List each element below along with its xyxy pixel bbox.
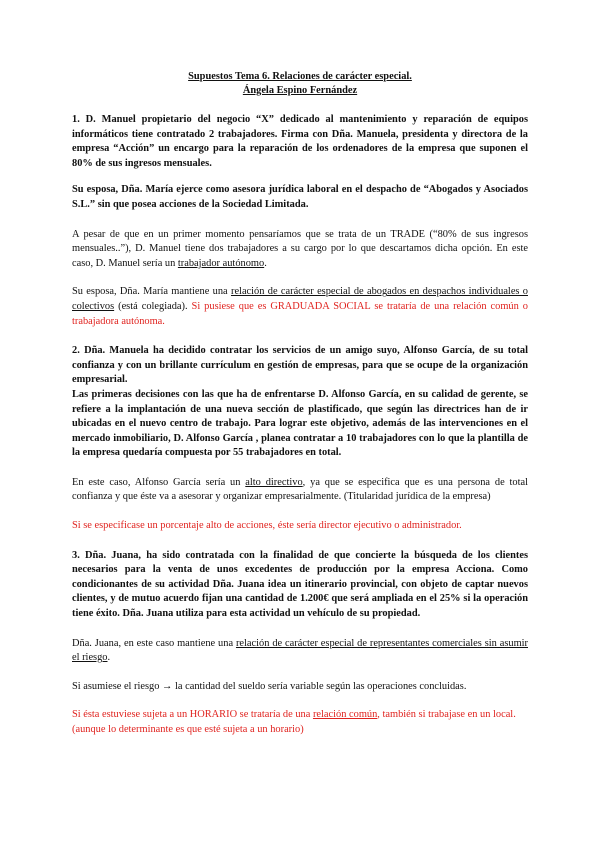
case1-answer-maria: Su esposa, Dña. María mantiene una relación de carácter especial de abogados en despachos individuales o colectivos (está colegiada). Si pusiese que es GRADUADA SOCIAL se trataría de una relación común o trabajadora autónoma. xyxy=(72,286,528,327)
highlight-alto-directivo: alto directivo xyxy=(245,476,303,488)
case2-statement: 2. Dña. Manuela ha decidido contratar los servicios de un amigo suyo, Alfonso García, de su total confianza y con un brillante currículum en gestión de empresas, para que se ocupe de la organización empresarial. xyxy=(72,345,528,386)
document-author: Ángela Espino Fernández xyxy=(242,85,358,96)
case3-note-red: Si ésta estuviese sujeta a un HORARIO se trataría de una relación común, también si trabajase en un local. (aunque lo determinante es que esté sujeta a un horario) xyxy=(72,709,516,735)
highlight-relacion-abogados: relación de carácter especial de abogados en despachos individuales o colectivos xyxy=(72,286,528,312)
case1-statement-spouse: Su esposa, Dña. María ejerce como asesora jurídica laboral en el despacho de “Abogados y Asociados S.L.” sin que posea acciones de la Sociedad Limitada. xyxy=(72,184,528,210)
case3-statement: 3. Dña. Juana, ha sido contratada con la finalidad de que concierte la búsqueda de los clientes necesarios para la venta de unos excedentes de producción por la empresa Acciona. Como condicionantes de su actividad Dña. Juana idea un itinerario provincial, con objeto de captar nuevos clientes, y de mutuo acuerdo fijan una cantidad de 1.200€ que será ampliada en el 25% si la operación tiene éxito. Dña. Juana utiliza para esta actividad un vehículo de su propiedad. xyxy=(72,549,528,620)
highlight-relacion-comun: relación común xyxy=(312,709,378,721)
case2-answer: En este caso, Alfonso García sería un alto directivo, ya que se especifica que es una persona de total confianza y que éste va a asesorar y organizar empresarialmente. (Titularidad jurídica de la empresa) xyxy=(72,476,529,503)
document-title: Supuestos Tema 6. Relaciones de carácter especial. xyxy=(188,71,412,82)
case2-statement-decisions: Las primeras decisiones con las que ha de enfrentarse D. Alfonso García, en su calidad de gerente, se refiere a la implantación de una nueva sección de plastificado, que según las directrices han de ir ubicadas en el nuevo centro de trabajo. Para lograr este objetivo, además de las intervenciones en el mercado inmobiliario, D. Alfonso García , planea contratar a 10 trabajadores con lo que la plantilla de la empresa quedaría compuesta por 55 trabajadores en total. xyxy=(72,388,528,459)
case3-answer: Dña. Juana, en este caso mantiene una relación de carácter especial de representantes comerciales sin asumir el riesgo. xyxy=(72,637,528,664)
document-page xyxy=(72,70,528,738)
highlight-trabajador-autonomo: trabajador autónomo xyxy=(177,257,265,269)
case1-answer-manuel: A pesar de que en un primer momento pensaríamos que se trata de un TRADE (“80% de sus ingresos mensuales..”), D. Manuel tiene dos trabajadores a su cargo por lo que descartamos dicha opción. En este caso, D. Manuel sería un trabajador autónomo. xyxy=(72,228,528,269)
case3-answer-risk: Si asumiese el riesgo → la cantidad del sueldo sería variable según las operaciones concluidas. xyxy=(72,680,467,692)
case1-statement: 1. D. Manuel propietario del negocio “X” dedicado al mantenimiento y reparación de equipos informáticos tiene contratado 2 trabajadores. Firma con Dña. Manuela, presidenta y directora de la empresa “Acción” un encargo para la reparación de los ordenadores de la empresa que suponen el 80% de sus ingresos mensuales. xyxy=(72,114,528,169)
case1-note-red: Si pusiese que es GRADUADA SOCIAL se trataría de una relación común o trabajadora autónoma. xyxy=(72,300,528,327)
case2-note-red: Si se especificase un porcentaje alto de acciones, éste sería director ejecutivo o administrador. xyxy=(72,520,462,532)
highlight-representantes-comerciales: relación de carácter especial de representantes comerciales sin asumir el riesgo xyxy=(72,637,528,664)
